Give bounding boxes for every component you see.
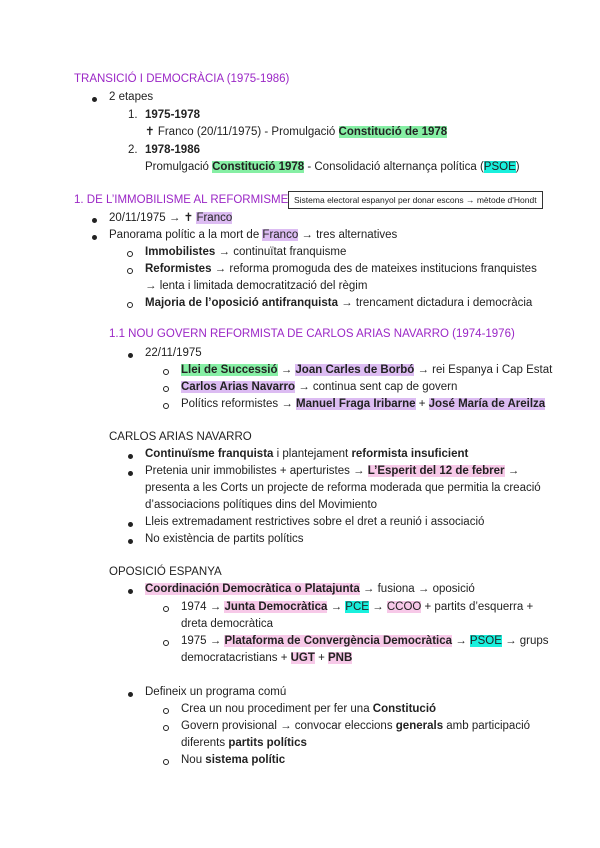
junta-democratica-highlight: Junta Democràtica — [224, 601, 328, 613]
plus-text: + — [314, 652, 329, 664]
section1-heading: 1. DE L’IMMOBILISME AL REFORMISME — [74, 194, 289, 206]
sistema-politic-label: sistema polític — [205, 754, 286, 766]
etapa1-years: 1975-1978 — [145, 109, 200, 121]
llei-successio-highlight: Llei de Successió — [181, 364, 278, 376]
carlos-arias-item — [181, 380, 457, 395]
reformistes-text: → reforma promoguda des de mateixes institucions franquistes — [211, 263, 537, 275]
junta-democratica-line2: dreta democràtica — [181, 618, 274, 630]
carlos-bullet1-mid: i plantejament — [273, 448, 352, 460]
bullet2-text: Panorama polític a la mort de — [109, 229, 263, 241]
year-1975-text: 1975 → — [181, 635, 225, 647]
section1-bullet2 — [109, 228, 397, 243]
reformistes-cont: → lenta i limitada democratització del règim — [145, 280, 368, 292]
sub-bullet-circle — [127, 268, 133, 274]
generals-label: generals — [395, 720, 444, 732]
esperit-12-febrer-highlight: L’Esperit del 12 de febrer — [367, 465, 505, 477]
oposicio-item — [145, 296, 532, 311]
franco-highlight: Franco — [262, 229, 299, 241]
programa-item2-text: Govern provisional → convocar eleccions — [181, 720, 396, 732]
etapa2-years: 1978-1986 — [145, 144, 200, 156]
llei-successio-item — [181, 363, 552, 378]
carlos-bullet1 — [145, 447, 468, 462]
diferents-text: diferents — [181, 737, 229, 749]
sub-bullet-circle — [163, 759, 169, 765]
etapa2-detail-mid: - Consolidació alternança política ( — [304, 161, 484, 173]
plus-text: + — [415, 398, 429, 410]
carlos-bullet4: No existència de partits polítics — [145, 533, 304, 545]
bullet-dot — [92, 235, 97, 240]
programa-item2 — [181, 719, 530, 734]
constitucio-label: Constitució — [372, 703, 437, 715]
arrow-text: → — [327, 601, 346, 613]
immobilistes-text: → continuïtat franquisme — [215, 246, 347, 258]
carlos-arias-text: → continua sent cap de govern — [295, 381, 458, 393]
franco-highlight: Franco — [196, 212, 233, 224]
immobilistes-label: Immobilistes — [145, 246, 216, 258]
sub-bullet-circle — [163, 369, 169, 375]
programa-item1-text: Crea un nou procediment per fer una — [181, 703, 373, 715]
platajunta-item — [145, 582, 475, 597]
etapa2-detail — [145, 160, 520, 175]
politics-reformistes-item — [181, 397, 545, 412]
plataforma-text: → grups — [501, 635, 549, 647]
etapa2-detail-end: ) — [515, 161, 520, 173]
psoe-highlight: PSOE — [469, 635, 502, 647]
carlos-heading: CARLOS ARIAS NAVARRO — [109, 431, 252, 443]
oposicio-text: → trencament dictadura i democràcia — [337, 297, 533, 309]
joan-carles-highlight: Joan Carles de Borbó — [295, 364, 415, 376]
bullet-dot — [128, 692, 133, 697]
ccoo-highlight: CCOO — [386, 601, 422, 613]
etapes-intro: 2 etapes — [109, 91, 154, 103]
programa-bullet: Defineix un programa comú — [145, 686, 287, 698]
ugt-highlight: UGT — [290, 652, 315, 664]
sub-bullet-circle — [127, 302, 133, 308]
etapa2-number: 2. — [128, 144, 138, 156]
pnb-highlight: PNB — [328, 652, 353, 664]
partits-politics-label: partits polítics — [228, 737, 307, 749]
bullet-dot — [128, 539, 133, 544]
plataforma-highlight: Plataforma de Convergència Democràtica — [224, 635, 453, 647]
carlos-bullet3: Lleis extremadament restrictives sobre el dret a reunió i associació — [145, 516, 485, 528]
carlos-arias-highlight: Carlos Arias Navarro — [181, 381, 295, 393]
psoe-highlight: PSOE — [483, 161, 516, 173]
bullet-dot — [128, 454, 133, 459]
section11-heading: 1.1 NOU GOVERN REFORMISTA DE CARLOS ARIAS NAVARRO (1974-1976) — [109, 328, 515, 340]
page-title: TRANSICIÓ I DEMOCRÀCIA (1975-1986) — [74, 73, 290, 85]
programa-item2-rest: amb participació — [443, 720, 531, 732]
areilza-highlight: José María de Areilza — [428, 398, 546, 410]
section1-bullet1 — [109, 211, 232, 226]
arrow-text: → — [368, 601, 387, 613]
section11-date: 22/11/1975 — [145, 347, 202, 359]
politics-reformistes-text: Polítics reformistes → — [181, 398, 297, 410]
immobilistes-item — [145, 245, 346, 260]
platajunta-text: → fusiona → oposició — [359, 583, 475, 595]
plataforma-line2 — [181, 651, 352, 666]
carlos-bullet2-arrow: → — [504, 465, 520, 477]
programa-item3 — [181, 753, 285, 768]
constitucio-highlight: Constitució 1978 — [212, 161, 305, 173]
fraga-highlight: Manuel Fraga Iribarne — [296, 398, 416, 410]
arrow-text: → — [277, 364, 296, 376]
reformistes-label: Reformistes — [145, 263, 212, 275]
oposicio-label: Majoria de l’oposició antifranquista — [145, 297, 338, 309]
constitucio-1978-highlight: Constitució de 1978 — [338, 126, 448, 138]
junta-democratica-item — [181, 600, 533, 615]
sub-bullet-circle — [163, 403, 169, 409]
nou-text: Nou — [181, 754, 206, 766]
programa-item2-line2 — [181, 736, 307, 751]
carlos-bullet2-line3: d’associacions polítiques dins del Movimiento — [145, 499, 378, 511]
reformista-insuficient-label: reformista insuficient — [351, 448, 469, 460]
etapa1-detail-text: ✝ Franco (20/11/1975) - Promulgació — [145, 126, 339, 138]
junta-democratica-text: + partits d’esquerra + — [421, 601, 534, 613]
arrow-text: → — [452, 635, 470, 647]
carlos-bullet2-line2: presenta a les Corts un projecte de reforma moderada que permitia la creació — [145, 482, 541, 494]
bullet-dot — [128, 353, 133, 358]
continuisme-label: Continuïsme franquista — [145, 448, 274, 460]
etapa1-detail — [145, 125, 447, 140]
bullet-dot — [128, 589, 133, 594]
sub-bullet-circle — [163, 708, 169, 714]
year-1974-text: 1974 → — [181, 601, 225, 613]
oposicio-heading: OPOSICIÓ ESPANYA — [109, 566, 222, 578]
bullet-dot — [128, 471, 133, 476]
etapa1-number: 1. — [128, 109, 138, 121]
plataforma-item — [181, 634, 549, 649]
llei-successio-text: → rei Espanya i Cap Estat — [414, 364, 553, 376]
pce-highlight: PCE — [345, 601, 369, 613]
carlos-bullet2-text: Pretenia unir immobilistes + aperturistes → — [145, 465, 368, 477]
carlos-bullet2 — [145, 464, 519, 479]
bullet-dot — [92, 97, 97, 102]
bullet2-text-end: → tres alternatives — [298, 229, 398, 241]
democratacristians-text: democratacristians + — [181, 652, 291, 664]
programa-item1 — [181, 702, 436, 717]
platajunta-highlight: Coordinación Democràtica o Platajunta — [145, 583, 360, 595]
sub-bullet-circle — [163, 640, 169, 646]
sub-bullet-circle — [163, 386, 169, 392]
note-box: Sistema electoral espanyol per donar escons → mètode d'Hondt — [288, 191, 543, 209]
etapa2-detail-text: Promulgació — [145, 161, 213, 173]
sub-bullet-circle — [163, 606, 169, 612]
sub-bullet-circle — [163, 725, 169, 731]
sub-bullet-circle — [127, 251, 133, 257]
bullet-dot — [92, 218, 97, 223]
reformistes-item — [145, 262, 537, 277]
bullet-dot — [128, 522, 133, 527]
bullet1-text: 20/11/1975 → ✝ — [109, 212, 197, 224]
